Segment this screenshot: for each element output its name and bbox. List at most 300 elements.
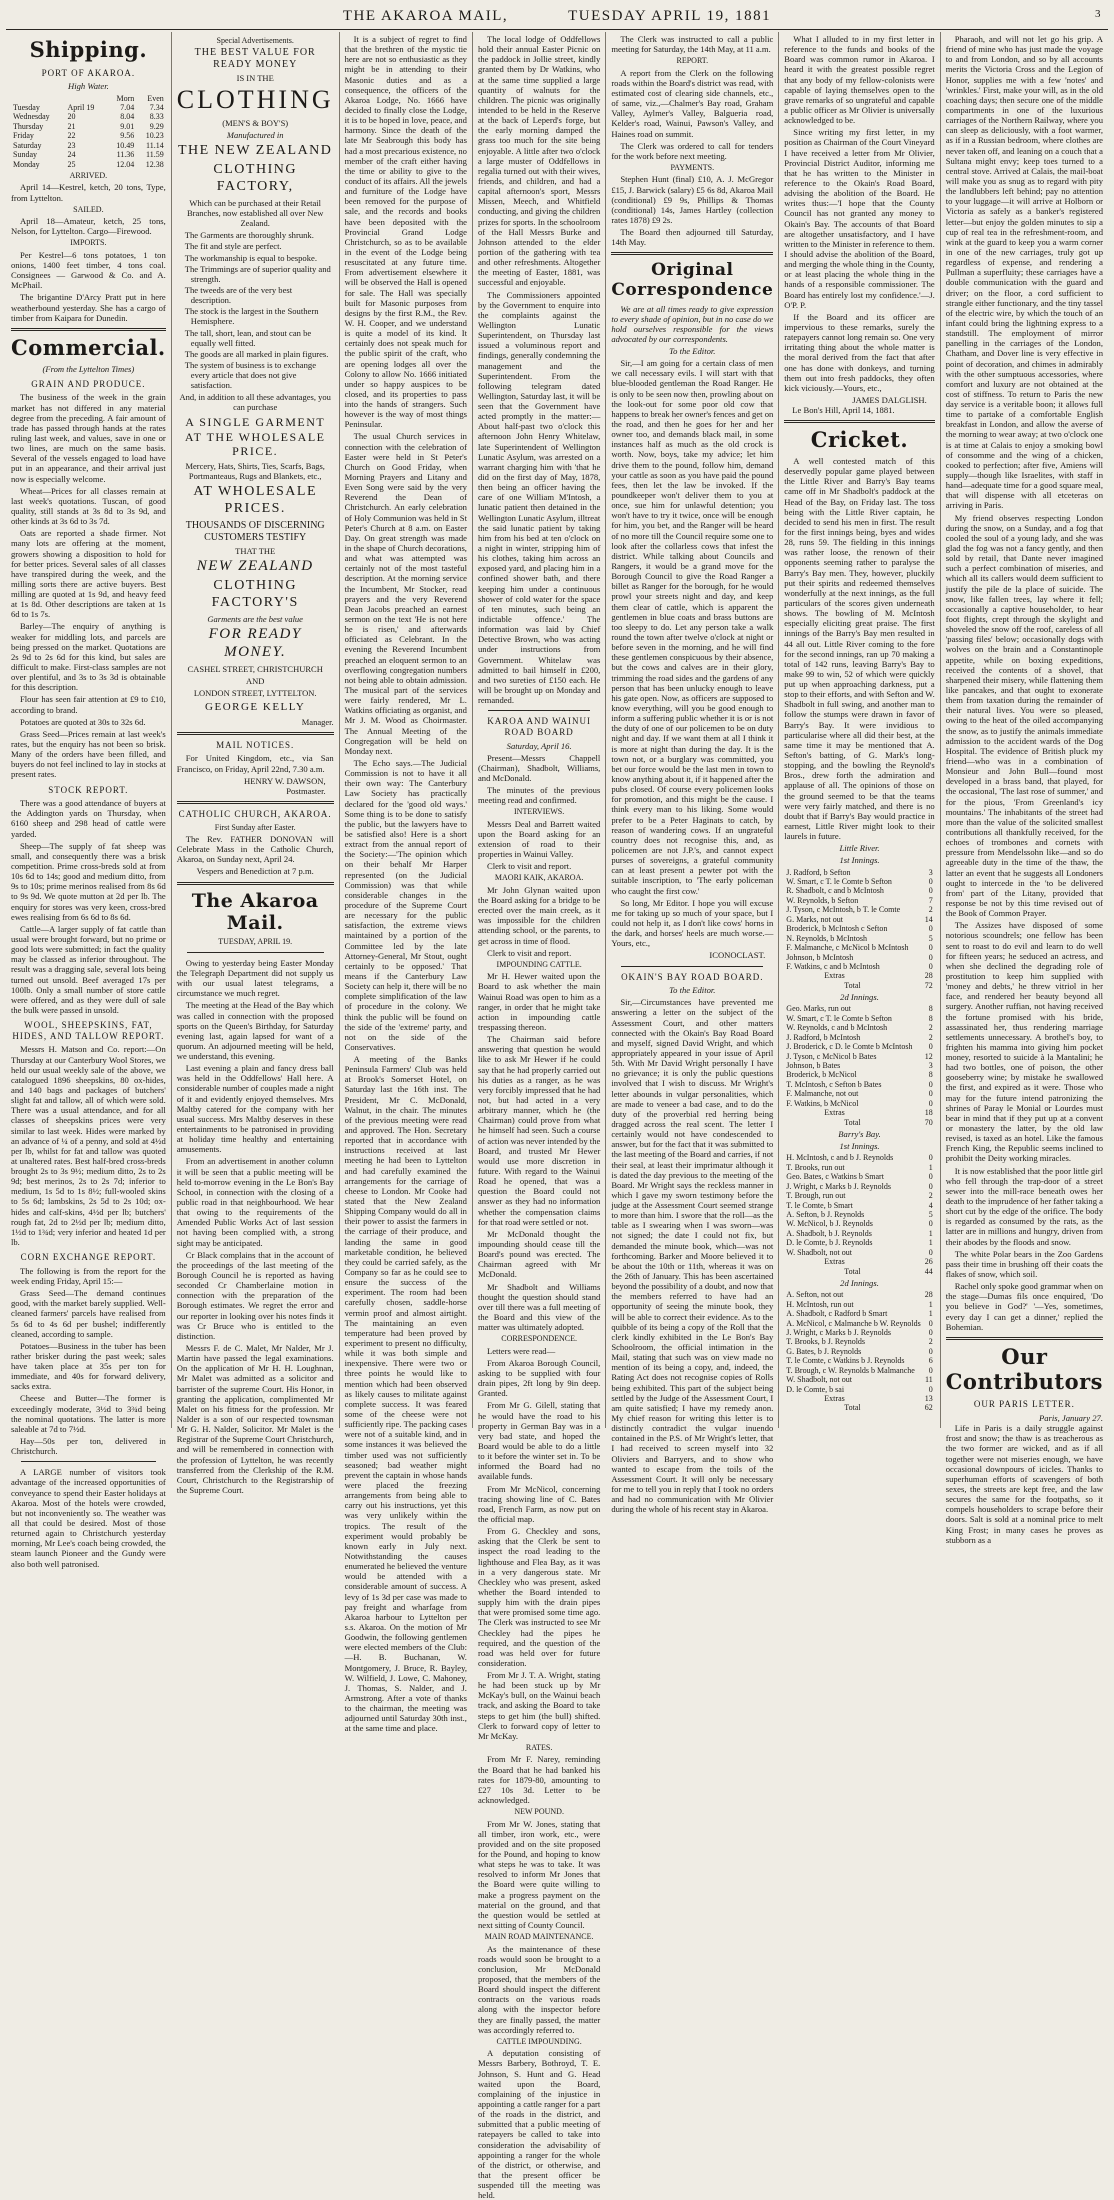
article-paragraph: Grass Seed—The demand continues good, with the market barely supplied. Well-cleaned farmers' parcels have realised from 5s 6d to 4s 6d per bushel; indifferently cleaned, according to sample. bbox=[11, 1288, 166, 1339]
original-correspondence-heading: Original Correspondence bbox=[611, 260, 774, 301]
score-row bbox=[784, 1099, 934, 1108]
innings-heading: 1st Innings. bbox=[839, 855, 880, 866]
section-divider bbox=[177, 882, 334, 885]
paper-title: The Akaroa Mail. bbox=[191, 889, 319, 934]
tide-even: 8.33 bbox=[149, 112, 164, 122]
runs: 1 bbox=[928, 1309, 933, 1319]
runs: 1 bbox=[928, 1162, 933, 1172]
tide-even: 11.59 bbox=[146, 150, 164, 160]
article-paragraph: Potatoes are quoted at 30s to 32s 6d. bbox=[20, 716, 146, 727]
article-paragraph: Wheat—Prices for all classes remain at last week's quotations. Tuscan, of good quality, still stands at 3s 8d to 3s 9d, and other kinds at 3s 6d to 3s 7d. bbox=[11, 485, 166, 527]
stock-heading: STOCK REPORT. bbox=[48, 784, 129, 795]
score-row bbox=[784, 896, 934, 905]
extras: Extras bbox=[824, 971, 845, 981]
runs: 28 bbox=[924, 971, 933, 981]
score-row bbox=[784, 1347, 934, 1356]
clothing-factory-advertisement bbox=[177, 47, 334, 726]
article-paragraph: It is a subject of regret to find that the brethren of the mystic tie here are not so enthusiastic as they might be in attending to their Masonic duties and as a consequence, the officers of the Akaroa Lodge, No. 1666 have decided to finally close the Lodge, it is to be hoped in love, peace, and harmony. Since the death of the late Mr Seabrough this body has had a most precarious existence, no member of the craft either having the time or ability to give to the conduct of its affairs. All the jewels and furniture of the Lodge have been removed for the purpose of sale, and the records and books have been deposited with the Provincial Grand Lodge Christchurch, so as to be available in the event of the Lodge being resuscitated at any future time. From advertisement elsewhere it will be observed the Hall is opened for sale. The Hall was specially built for Masonic purposes from designs by the first R.M., the Rev. W. H. Cooper, and we understand is quite a model of its kind. It certainly does not speak much for the public spirit of the craft, who are opening lodges all over the Colony to allow No. 1666 initiated under so happy auspices to be closed, and its properties to pass into the hands of strangers. Such however is the way of most things Peninsular. bbox=[344, 34, 467, 430]
batsman: J. Wright, c Marks b J. Reynolds bbox=[786, 1181, 891, 1191]
runs: 0 bbox=[928, 1172, 933, 1182]
total-runs: 62 bbox=[924, 1403, 933, 1413]
score-row bbox=[784, 1229, 934, 1238]
score-total-row bbox=[784, 981, 934, 990]
letter-paragraph: Sir,—Circumstances have prevented me answering a letter on the subject of the Assessment Court, and other matters connected with the Okain's Bay Road Board and myself, signed David Wright, and which appropriately appeared in your issue of April 5th. With Mr David Wright personally I have no grievance; it is only the public questions involved that I wish to discuss. Mr Wright's letter abounds in vulgar personalities, which are made to veneer a bad case, and to do the duty of the proverbial red herring being dragged across the real scent. The letter I certainly would not have condescended to answer, but for the fact that it was submitted to the last meeting of the Board and carries, if not their seal, at least their imprimatur although it is dated the day previous to the meeting of the Board. Mr Wright says the reckless manner in which I gave my sworn testimony before the judge at the Assessment Court seemed strange to more than him. I swore that the roll—as the table as I swearing when I was sworn—was not signed; the date I could not fix, but demanded the minute book, which—was not forthcoming. Barker and Moore believed it to be about the 10th or 11th, whereas it was on the 26th of January. This has been ascertained beyond the possibility of a doubt, and now that the members referred to have had an opportunity of seeing the minute book, they will be able to correct their evidence. As to the quibble of its being a copy of the Roll that the clerk kindly exhibited in the Le Bon's Bay Schoolroom, the official intimation in the Mail, stating that such was on view made no mention of its being a copy, and, indeed, the Rating Act does not recognise copies of Rolls being exhibited. This part of the subject being settled by the Judge of the Assessment Court, I am quite satisfied; I have my remedy anon. My chief reason for writing this letter is to distinctly contradict the vulgar inuendo contained in the P.S. of Mr Wright's letter, that I had received to screen myself into 32 Oliviers and Barryers, and to show who wanted to escape from the toils of the Assessment Court. It will only be necessary for me to tell you in reply that I took no orders and had no communication with Mr Olivier during the whole of his recent stay in Akaroa. bbox=[611, 997, 774, 1515]
article-paragraph: The minutes of the previous meeting read and confirmed. bbox=[477, 785, 601, 806]
subheading: MAORI KAIK, AKAROA. bbox=[494, 873, 584, 883]
ad-line: Which can be purchased at their Retail Branches, now established all over New Zealand. bbox=[186, 198, 324, 229]
brig-text: The brigantine D'Arcy Pratt put in here weatherbound yesterday. She has a cargo of timber from Kaipara for Dunedin. bbox=[11, 292, 166, 323]
tide-day: Monday bbox=[13, 159, 40, 169]
article-paragraph: From Akaroa Borough Council, asking to be supplied with four drain pipes, 2ft long by 9in deep. Granted. bbox=[477, 1357, 601, 1399]
score-row bbox=[784, 905, 934, 914]
arrived-text: April 14—Kestrel, ketch, 20 tons, Type, from Lyttelton. bbox=[11, 182, 166, 203]
team-heading: Little River. bbox=[839, 843, 880, 854]
corn-heading: CORN EXCHANGE REPORT. bbox=[20, 1252, 157, 1263]
score-row bbox=[784, 1328, 934, 1337]
article-paragraph: My friend observes respecting London during the snow, on a Sunday, and a fog that cooled the soul of a young lady, and she was glad the fog was not a fancy gently, and then sold by retail, that Dante never imagined such a perfect combination of miseries, and which all its callers would deem sufficient to justify the pile de la place of suicide. The snow, like fallen trees, lay where it fell; occasionally a captive householder, to hear foot flights, crept through the skylight and shoveled the snow off the roof, careless of all 'passing files' below; occasionally dogs with wolves on the brain and a Constantinople appetite, while on boxing expeditions, received the contents of a shovel, that sharpened their misery, while flattening them like pancakes, and that ought to exonerate them from taxation during the remainder of their natural lives. You were so pleased, owing to the heat of the oiled accompanying the snow, as to justify the animals immediate admission to the accident wards of the Dog Hospital. The evidence of British pluck my friend—who was in a combination of Monsieur and John Bull—found most developed in a brass band, that played, for the occasional, 'The last rose of summer,' and for the pious, 'From Greenland's icy mountains.' The inhabitants of the street had more than the value of the solicited smallest contributions all thankfully received, for the echoes of trombones and cornets with pressure from Mendelssohn like—and so do agreeable duty in the time of the thaw, the latter an event that he suggests all Londoners ought to intercede in the 'to be delivered from' part of the Litany, provided that response be not by this time revised out of the Book of Common Prayer. bbox=[945, 512, 1103, 919]
tide-row bbox=[11, 103, 166, 112]
runs: 12 bbox=[924, 1051, 933, 1061]
letter-paragraph: If the Board and its officer are impervious to these remarks, surely the ratepayers cannot long remain so. One very irritating thing about the whole matter is the moral derived from the fact that after one has done with donkeys, and turning them out into fresh paddocks, they often kick viciously.—Yours, etc., bbox=[784, 311, 935, 393]
batsman: W. Shadbolt, not out bbox=[786, 1375, 853, 1385]
tide-morn: 10.49 bbox=[116, 140, 135, 150]
article-paragraph: The Echo says.—The Judicial Commission is not to have it all their own way: The Canterbury Law Society has practically declared for the 'good old ways.' Some thing is to be done to satisfy the public, but the lawyers have to be satisfied also! Here is a short extract from the annual report of the Society:—'The opinion which on their behalf Mr Harper represented (on the Judicial Commission) was that while considerable changes in the procedure of the Supreme Court are necessary for the public satisfaction, the extreme views maintained by a portion of the Committee led by the late Attorney-General, Mr Stout, ought certainly to be opposed.' That means if the Canterbury Law Society can help it, there will be no complete simplification of the law of procedure in the colony. We think the public will be found on the side of the 'extreme' party, and not on the side of the Conservatives. bbox=[344, 757, 467, 1052]
paris-dateline: Paris, January 27. bbox=[1039, 1413, 1103, 1423]
article-paragraph: The usual Church services in connection with the celebration of Easter were held in St Peter's Church on Good Friday, when Morning Prayers and Litany and Even Song were said by the very Reverend the Dean of Christchurch. An early celebration of Holy Communion was held in St Peter's Church at 8 a.m. on Easter Day. On great strength was made in the shape of Church decorations, and what was attempted was certainly not of the most tasteful description. At the morning service the Incumbent, Mr Stocker, read prayers and the very Reverend Dean Jacobs preached an earnest sermon on the text 'He is not here he is risen,' and afterwards officiated as Celebrant. In the evening the Reverend Incumbent preached an eloquent sermon to an overflowing congregation numbers not being able to obtain admission. The musical part of the services were fairly rendered, Mr L. Watkins officiating as organist, and Mr J. M. Wood as Choirmaster. The Annual Meeting of the Congregation will be held on Monday next. bbox=[344, 431, 467, 756]
tide-header-cell: Even bbox=[147, 93, 164, 103]
ad-line: THAT THE bbox=[235, 545, 276, 556]
score-row bbox=[784, 1061, 934, 1070]
tide-morn: 8.04 bbox=[120, 112, 135, 122]
tide-day: Saturday bbox=[13, 140, 42, 150]
runs: 1 bbox=[928, 1228, 933, 1238]
church-heading: CATHOLIC CHURCH, AKAROA. bbox=[178, 808, 332, 819]
score-row bbox=[784, 1089, 934, 1098]
runs: 2 bbox=[928, 1032, 933, 1042]
tide-table bbox=[11, 94, 166, 170]
tide-row bbox=[11, 150, 166, 159]
to-editor-label: To the Editor. bbox=[669, 346, 716, 357]
ad-clothing-title: CLOTHING bbox=[176, 85, 334, 115]
batsman: J. Radford, b McIntosh bbox=[786, 1032, 861, 1042]
article-paragraph: Messrs Deal and Barrett waited upon the Board asking for an extension of road to their properties in Wainui Valley. bbox=[477, 818, 601, 860]
church-notice: The Rev. FATHER DONOVAN will Celebrate Mass in the Catholic Church, Akaroa, on Sunday next, April 24. bbox=[176, 833, 334, 865]
batsman: A. Sefton, b J. Reynolds bbox=[786, 1210, 865, 1220]
score-row bbox=[784, 1257, 934, 1266]
subheading: RATES. bbox=[525, 1743, 553, 1753]
tide-row bbox=[11, 160, 166, 169]
batsman: W. McNicol, b J. Reynolds bbox=[786, 1219, 873, 1229]
score-total-row bbox=[784, 1118, 934, 1127]
innings-heading: 1st Innings. bbox=[839, 1141, 880, 1152]
article-paragraph: The Commissioners appointed by the Government to enquire into the complaints against the Wellington Lunatic Superintendent, on Thursday last issued a voluminous report and findings, generally condemning the management and the Superintendent. From the following telegram dated Wellington, Saturday last, it will be seen that the Government have acted promptly in the matter:—About half-past two o'clock this afternoon John Henry Whitelaw, late Superintendent of Wellington Lunatic Asylum, was arrested on a warrant charging him with 'that he did on the first day of May, 1878, then being an officer having the care of one William M'Intosh, a lunatic patient then detained in the Wellington Lunatic Asylum, illtreat the said lunatic patient by taking him from his bed at ten o'clock on a night in winter, stripping him of his clothes, taking him across an exposed yard, and placing him in a confined shower bath, and there keeping him under a continuous shower of cold water for the space of ten minutes, such being an indictable offence.' The information was laid by Chief Detective Brown, who was acting under instructions from Government. Whitelaw was admitted to bail himself in £200, and two sureties of £150 each. He will be brought up on Monday and remanded. bbox=[477, 289, 601, 706]
score-row bbox=[784, 1042, 934, 1051]
ad-line: THE NEW ZEALAND bbox=[177, 142, 333, 158]
score-row bbox=[784, 934, 934, 943]
batsman: Johnson, b Bates bbox=[786, 1061, 841, 1071]
runs: 0 bbox=[928, 1098, 933, 1108]
columns bbox=[6, 32, 1108, 2200]
score-row bbox=[784, 1153, 934, 1162]
score-row bbox=[784, 1201, 934, 1210]
ad-feature: The stock is the largest in the Southern Hemisphere. bbox=[184, 306, 319, 327]
runs: 5 bbox=[928, 933, 933, 943]
score-row bbox=[784, 1300, 934, 1309]
batsman: T. Brough, run out bbox=[786, 1191, 846, 1201]
tide-row bbox=[11, 141, 166, 150]
batsman: N. Reynolds, b McIntosh bbox=[786, 933, 867, 943]
source-note: (From the Lyttelton Times) bbox=[42, 363, 135, 374]
runs: 2 bbox=[928, 1023, 933, 1033]
runs: 8 bbox=[928, 1004, 933, 1014]
runs: 13 bbox=[924, 1394, 933, 1404]
ad-line: THOUSANDS OF DISCERNING CUSTOMERS TESTIFY bbox=[185, 520, 325, 543]
tide-even: 12.38 bbox=[145, 159, 164, 169]
ad-line: GEORGE KELLY bbox=[205, 700, 306, 713]
score-total-row bbox=[784, 1403, 934, 1412]
article-paragraph: The Assizes have disposed of some notorious scoundrels; one fellow has been sent to roast to do evil and learn to do well for fifteen years; he seduced an actress, and when she declined the degrading role of prostitution to keep him supplied with 'money and debts,' he threw vitriol in her face, and rendered her beauty beyond all surgery. Another ruffian, not having received the fortune promised with his bride, assassinated her, thus rendering marriage settlements unnecessary. A brothel's boy, to frighten his mamma into giving him pocket money, resorted to suicide à la Mantalini; he had two bottles, one of poison, the other gooseberry wine; by mistake he swallowed the first, and expired as it were. Those who may for the future intend patronizing the shrines of Paray le Monial or Lourdes must bear in mind that if they put up at a convent or monastery the latter, by the old law revised, is taxed as an hotel. Like the famous French King, the Republic seems inclined to prohibit the Deity working miracles. bbox=[945, 920, 1103, 1164]
batsman: J. Wright, c Marks b J. Reynolds bbox=[786, 1327, 891, 1337]
batsman: A. Shadbolt, b J. Reynolds bbox=[786, 1228, 872, 1238]
article-paragraph: From Mr W. Jones, stating that all timber, iron work, etc., were provided and on the site proposed for the Pound, and hoping to know what steps he was to take. It was resolved to inform Mr Jones that the Board were quite willing to make a progress payment on the material on the ground, and that the question would be settled at next sitting of County Council. bbox=[477, 1818, 601, 1931]
ad-line: CLOTHING FACTORY'S bbox=[211, 578, 299, 610]
ad-line: NEW ZEALAND bbox=[196, 557, 314, 574]
church-vespers: Vespers and Benediction at 7 p.m. bbox=[196, 866, 314, 877]
score-row bbox=[784, 1182, 934, 1191]
score-row bbox=[784, 877, 934, 886]
mail-signature-title: Postmaster. bbox=[286, 785, 326, 796]
divider bbox=[621, 966, 763, 967]
batsman: T. McIntosh, c Sefton b Bates bbox=[786, 1079, 882, 1089]
batsman: D. le Comte, b J. Reynolds bbox=[786, 1238, 873, 1248]
imports-text: Per Kestrel—6 tons potatoes, 1 ton onions, 1400 feet timber, 4 tons coal. Consignees — Garwood & Co. and A. McPhail. bbox=[11, 249, 166, 291]
total-label: Total bbox=[844, 1403, 861, 1413]
letter-paragraph: Sir,—I am going for a certain class of men we call necessary evils. I will start with that blue-blooded gentleman the Road Ranger. He is only to be seen now then, prowling about on the look-out for some poor old cow that happens to break her owner's fences and get on the road, and then he goes for her and her owner too, and demands black mail, in some instances half as much as the old crock is worth. Now, boys, take my advice; let him drive them to the pound, follow him, demand your cattle as soon as you have paid the pound fees, then let the law be invoked. If the poundkeeper won't deliver them to you at once, sue him for unlawful detention; you won't have to try it twice, once will be enough for him, you bet, and the Ranger will be heard of no more till the Council require some one to look after the collarless cows that infest the district. While talking about Councils and Rangers, it would be a grand move for the Borough Council to give the Road Ranger a billet as Ranger for the borough, for he would prowl your streets night and day, and keep them clear of cattle, which is apparent the gentlemen in blue coats and brass buttons are too sleepy to do. Let any person take a walk round the town after twelve o'clock at night or before seven in the morning, and he will find these gentlemen conspicuous by their absence, but the cows and calves are in their glory, trimming the road sides and the gardens of any person that has been unlucky enough to leave his gate open. Now, as officers are supposed to know everything, will you be good enough to inform a suffering public whether it is or is not the duty of one of our policemen to be on duty night and day. If we want them at all I think it is more at night than during the day. It is the town not, or a burglary was committed, you bet our force would be the last men in town to know anything about it, if it happened after the pubs closed. Of course every policemen looks for promotion, and this might be the cause. I think every man to his liking. Some would prefer to be a Peter Haginats to catch, by reason of wandering cows. If an ungrateful country does not recognise this, and, as policemen are not J.P.'s, and cannot expect purses of sovereigns, a grateful community can at least present a pewter pot with the suitable inscription, to 'The early policeman who caught the first cow.' bbox=[611, 358, 774, 896]
article-paragraph: Mr Shadbolt and Williams thought the question should stand over till there was a full meeting of the Board and this view of the matter was ultimately adopted. bbox=[477, 1281, 601, 1333]
score-row bbox=[784, 1337, 934, 1346]
high-water-label: High Water. bbox=[68, 81, 109, 92]
article-paragraph: The Board then adjourned till Saturday, 14th May. bbox=[611, 227, 774, 248]
tide-date: 22 bbox=[67, 131, 76, 141]
column-2 bbox=[172, 32, 340, 1495]
section-divider bbox=[11, 328, 166, 331]
ad-line: (MEN'S & BOY'S) bbox=[222, 117, 289, 128]
article-paragraph: The Clerk was ordered to call for tenders for the work before next meeting. bbox=[611, 140, 774, 161]
runs: 2 bbox=[928, 1337, 933, 1347]
article-paragraph: Potatoes—Business in the tuber has been rather brisker during the past week; sales have taken place at 35s per ton for immediate, and 40s for forward delivery, sacks extra. bbox=[11, 1340, 166, 1392]
tide-row bbox=[11, 112, 166, 121]
subheading: INTERVIEWS. bbox=[514, 807, 565, 817]
tide-day: Tuesday bbox=[13, 102, 40, 112]
score-row bbox=[784, 1375, 934, 1384]
extras: Extras bbox=[824, 1394, 845, 1404]
article-paragraph: From Mr F. Narey, reminding the Board that he had banked his rates for 1879-80, amounting to £27 10s 3d. Letter to be acknowledged. bbox=[477, 1754, 601, 1806]
grain-heading: GRAIN AND PRODUCE. bbox=[31, 378, 146, 389]
score-row bbox=[784, 868, 934, 877]
ad-features-list bbox=[177, 230, 334, 390]
batsman: T. Brough, c W. Reynolds b Malmanche bbox=[786, 1365, 915, 1375]
total-runs: 72 bbox=[924, 980, 933, 990]
ad-line: LONDON STREET, LYTTELTON. bbox=[193, 687, 317, 698]
score-row bbox=[784, 886, 934, 895]
runs: 0 bbox=[928, 1219, 933, 1229]
article-paragraph: Cheese and Butter—The former is exceedingly moderate, 3½d to 3¾d being the nominal quotations. The latter is more saleable at 7d to 7½d. bbox=[11, 1393, 166, 1434]
batsman: G. Marks, not out bbox=[786, 914, 843, 924]
ad-line: FOR READY MONEY. bbox=[208, 626, 302, 661]
article-paragraph: From G. Checkley and sons, asking that the Clerk be sent to inspect the road leading to the lighthouse and Flea Bay, as it was in a very dangerous state. Mr Checkley who was present, asked whether the Board intended to supply him with the drain pipes that were promised some time ago. The Clerk was instructed to see Mr Checkley had the pipes he required, and the question of the road was held over for future consideration. bbox=[477, 1526, 601, 1668]
sailed-label: SAILED. bbox=[73, 204, 104, 214]
letter-paragraph: What I alluded to in my first letter in reference to the funds and books of the Board was common rumor in Akaroa. I heard it with the greatest possible regret that any body of my fellow-colonists were capable of laying themselves open to the grave remarks of so ungrateful and capable a public officer as Mr Olivier is universally acknowledged to be. bbox=[784, 34, 935, 126]
total-runs: 44 bbox=[924, 1266, 933, 1276]
batsman: H. McIntosh, c and b J. Reynolds bbox=[786, 1153, 894, 1163]
score-row bbox=[784, 1070, 934, 1079]
letter-address: Le Bon's Hill, April 14, 1881. bbox=[792, 405, 895, 416]
runs: 0 bbox=[928, 1318, 933, 1328]
subheading: MAIN ROAD MAINTENANCE. bbox=[484, 1932, 594, 1942]
runs: 28 bbox=[924, 1290, 933, 1300]
runs: 0 bbox=[928, 1181, 933, 1191]
section-divider bbox=[177, 732, 334, 735]
batsman: J. Radford, b Sefton bbox=[786, 867, 851, 877]
runs: 0 bbox=[928, 1247, 933, 1257]
total-runs: 70 bbox=[924, 1117, 933, 1127]
tide-even: 10.23 bbox=[145, 131, 164, 141]
issue-date: TUESDAY, APRIL 19. bbox=[218, 937, 293, 947]
score-row bbox=[784, 1319, 934, 1328]
article-paragraph: The Clerk was instructed to call a public meeting for Saturday, the 14th May, at 11 a.m. bbox=[611, 34, 774, 55]
batsman: T. le Comte, b Smart bbox=[786, 1200, 853, 1210]
article-paragraph: Oats are reported a shade firmer. Not many lots are offering at the moment, growers showing a disposition to hold for for better prices. Several sales of all classes have transpired during the week, and the milling sorts there are active buyers. Best milling are quoted at 1s 9d, and heavy feed at 1s 8d. Other descriptions are taken at 1s 6d to 1s 7s. bbox=[11, 528, 166, 620]
runs: 0 bbox=[928, 1384, 933, 1394]
article-paragraph: Mr H. Hewer waited upon the Board to ask whether the main Wainui Road was open to him as a ranger, in order that he might take action in impounding cattle trespassing thereon. bbox=[477, 971, 601, 1033]
wool-heading: WOOL, SHEEPSKINS, FAT, HIDES, AND TALLOW REPORT. bbox=[12, 1020, 165, 1041]
masthead-date: TUESDAY APRIL 19, 1881 bbox=[568, 8, 772, 24]
score-row bbox=[784, 1080, 934, 1089]
article-paragraph: Last evening a plain and fancy dress ball was held in the Oddfellows' Hall here. A considerable number of couples made a night of it and evidently enjoyed themselves. Mrs Maltby catered for the company with her usual success. Mrs Maltby deserves in these entertainments to be patronised in providing at holiday time healthy and entertaining amusements. bbox=[176, 1063, 334, 1155]
divider bbox=[187, 952, 324, 953]
batsman: W. Reynolds, c and b McIntosh bbox=[786, 1023, 888, 1033]
score-row bbox=[784, 1023, 934, 1032]
batsman: T. Brooks, run out bbox=[786, 1162, 845, 1172]
runs: 0 bbox=[928, 924, 933, 934]
batsman: Geo. Marks, run out bbox=[786, 1004, 851, 1014]
batsman: A. Shadbolt, c Radford b Smart bbox=[786, 1309, 888, 1319]
special-ads-heading: Special Advertisements. bbox=[216, 36, 294, 45]
ad-line: Mercery, Hats, Shirts, Ties, Scarfs, Bags, Portmanteaus, Rugs and Blankets, etc., bbox=[185, 460, 325, 481]
batsman: Geo. Bates, c Watkins b Smart bbox=[786, 1172, 884, 1182]
runs: 0 bbox=[928, 886, 933, 896]
score-row bbox=[784, 1004, 934, 1013]
article-paragraph: The business of the week in the grain market has not differed in any material degree from the preceding. A fair amount of trade has passed through hands at the rates ruling last week, and values, save in one or two lines, are much on the same basis. Several of the vessels engaged to load have put in an appearance, and their arrival just now is especially welcome. bbox=[11, 392, 166, 484]
score-row bbox=[784, 962, 934, 971]
score-row bbox=[784, 1014, 934, 1023]
runs: 18 bbox=[924, 1108, 933, 1118]
article-paragraph: It is now established that the poor little girl who fell through the trap-door of a street sewer into the mill-race beneath owes her death to the imprudence of her father taking a short cut by the edge of the orifice. The body is regarded as consumed by the rats, as the latter are in millions and hungry, driven from their abodes by the floods and snow. bbox=[945, 1165, 1103, 1247]
batsman: Johnson, b McIntosh bbox=[786, 952, 854, 962]
batsman: T. Brooks, b J. Reynolds bbox=[786, 1337, 866, 1347]
batsman: W. Smart, c T. le Comte b Sefton bbox=[786, 877, 892, 887]
batsman: F. Watkins, b McNicol bbox=[786, 1098, 859, 1108]
score-row bbox=[784, 943, 934, 952]
okains-bay-heading: OKAIN'S BAY ROAD BOARD. bbox=[621, 971, 764, 982]
score-row bbox=[784, 1033, 934, 1042]
runs: 0 bbox=[928, 1346, 933, 1356]
article-paragraph: A meeting of the Banks Peninsula Farmers' Club was held at Brook's Somerset Hotel, on Saturday last the 16th inst. The President, Mr C. McDonald, Walnut, in the chair. The minutes of the previous meeting were read and approved. The Hon. Secretary reported that in accordance with instructions received at last meeting he had been to Lyttelton and had carefully examined the arrangements for the carriage of cheese to London. Mr Cooke had stated that the New Zealand Shipping Company would do all in their power to assist the farmers in the carriage of their produce, and landing the same in good marketable condition, he believed they could be carried safely, as the Company so far as he could see to ensure the success of the experiment. The room had been carefully chosen, saddle-horse vermin proof and almost airtight. The maintaining an even temperature had been proved by experiment to present no difficulty, while it was both simple and inexpensive. There were two or three points he would like to mention which had been observed as likely causes to militate against complete success. It was feared some of the cheese were not sufficiently ripe. The packing cases were not of a suitable kind, and in some instances it was believed the timber used was not sufficiently seasoned; bad weather might prevent the captain in whose hands were placed the freezing arrangements from being able to carry out his instructions, yet this was very unlikely within the tropics. The result of the experiment would probably be known early in July next. Notwithstanding the causes enumerated he believed the venture would be attended with a considerable amount of success. A levy of 1s 3d per case was made to pay freight and wharfage from Akaroa harbour to Lyttelton per s.s. Akaroa. On the motion of Mr Goodwin, the following gentlemen were elected members of the Club:—H. B. Buchanan, W. Montgomery, J. Bruce, R. Bayley, W. Wilfield, J. Lowe, C. Mahoney, J. Thomas, S. Nalder, and J. Armstrong. After a vote of thanks to the chairman, the meeting was adjourned until Saturday 30th inst., at the same time and place. bbox=[344, 1054, 467, 1734]
batsman: T. le Comte, c Watkins b J. Reynolds bbox=[786, 1356, 905, 1366]
article-paragraph: From Mr J. T. A. Wright, stating he had been stuck up by Mr McKay's bull, on the Wainui beach track, and asking the Board to take steps to get him (the bull) shifted. Clerk to forward copy of letter to Mr McKay. bbox=[477, 1670, 601, 1741]
runs: 0 bbox=[928, 952, 933, 962]
article-paragraph: Cr Black complains that in the account of the proceedings of the last meeting of the Borough Council he is reported as having seconded Cr Chamberlaine motion in connection with the preparation of the Borough estimates. We regret the error and our reporter in looking over his notes finds it was Cr Bruce who is entitled to the distinction. bbox=[176, 1249, 334, 1341]
column-1 bbox=[6, 32, 172, 1569]
article-paragraph: Messrs H. Matson and Co. report:—On Thursday at our Canterbury Wool Stores, we held our usual weekly sale of the above, we catalogued 1896 sheepskins, 80 ox-hides, and 140 bags and packages of butchers' slight fat and tallow, all of which were sold. There was a usual attendance, and for all classes of sheepskins prices were very similar to last week. Hides were marked by an advance of ¼ of a penny, and sold at 4½d per lb, whilst for fat and tallow was quoted at unaltered rates. Best half-bred cross-breds brought 2s to 3s 9½; medium ditto, 2s to 2s 9d; best merinos, 2s to 2s 7d; inferior to medium, 1s 5d to 1s 8½; full-wooled skins to 5s 6d; lambskins, 2s 5d to 2s 10d; ox-hides and calf-skins, 4½d per lb; butchers' rough fat, 2d to 2½d per lb; medium ditto, 1½d to 1¾d; very inferior and heated 1d per lb. bbox=[11, 1044, 166, 1248]
article-paragraph: Life in Paris is a daily struggle against frost and snow; the thaw is as treacherous as the two former are wicked, and as if all together were not miseries enough, we have occasional downpours of icicles. Thanks to superhuman efforts of scavengers of both sexes, the streets are kept free, and the law secures the same for the footpaths, so it compels householders to scrape before their doors. Salt is sold at a nominal price to melt King Frost; in many cases he proves as stubborn as a bbox=[945, 1423, 1103, 1545]
mail-signature: HENRY W. DAWSON, bbox=[244, 775, 326, 786]
cricket-report: A well contested match of this deservedly popular game played between the Little River and Barry's Bay teams came off in Mr Shadbolt's paddock at the Head of the Bay, on Friday last. The toss being with the Little River captain, he decided to send his men in first. The result for the first innings being, byes and wides 28, runs 59. The fielding in this innings was rather loose, the renown of their opponents seeming rather to paralyse the Barry's Bay men. They, however, pluckily put their spirits and redeemed themselves wonderfully at the next innings, as the full particulars of the scores given underneath shows. The bowling of M. McIntosh especially eliciting great praise. The first innings of the Barry's Bay men resulted in 44 all out. Little River coming to the fore for the second innings, ran up 70 making a total of 142 runs, leaving Barry's Bay to make 99 to win, 52 of which were quickly put up when approaching darkness, put a stop to their efforts, and with Sefton and W. Shadbolt in full swing, and another man to follow the stumps were drawn in favor of Barry's Bay. It were invidious to particularise where all did their best, at the same time it may be mentioned that A. Sefton's batting, of G. Mark's long-stopping, and the bowling the Reynold's Bros., drew forth the admiration and applause of all. The opinions of those on the ground seemed to be that the teams were very fairly matched, and there is no doubt that if Barry's Bay would practice in earnest, Little River might look to their laurels in future. bbox=[784, 455, 935, 842]
sailed-text: April 18—Amateur, ketch, 25 tons, Nelson, for Lyttelton. Cargo—Firewood. bbox=[11, 216, 166, 237]
batsman: R. Shadbolt, c and b McIntosh bbox=[786, 886, 884, 896]
letter-signature: ICONOCLAST. bbox=[709, 950, 766, 961]
ad-feature: The system of business is to exchange every article that does not give satisfaction. bbox=[184, 360, 317, 391]
runs: 1 bbox=[928, 1238, 933, 1248]
scorecard bbox=[784, 1153, 934, 1276]
score-total-row bbox=[784, 1267, 934, 1276]
score-row bbox=[784, 1394, 934, 1403]
runs: 26 bbox=[924, 1257, 933, 1267]
runs: 0 bbox=[928, 943, 933, 953]
article-paragraph: There was a good attendance of buyers at the Addington yards on Thursday, when 6160 sheep and 298 head of cattle were yarded. bbox=[11, 798, 166, 839]
score-row bbox=[784, 1290, 934, 1299]
team-heading: Barry's Bay. bbox=[838, 1129, 881, 1140]
batsman: D. le Comte, b sai bbox=[786, 1384, 845, 1394]
batsman: F. Malmanche, c McNicol b McIntosh bbox=[786, 943, 909, 953]
article-paragraph: Hay—50s per ton, delivered in Christchurch. bbox=[11, 1436, 166, 1457]
ad-line: Manager. bbox=[301, 716, 334, 727]
tide-morn: 11.36 bbox=[116, 150, 135, 160]
letter-paragraph: So long, Mr Editor. I hope you will excuse me for taking up so much of your space, but I could not help it, as I don't like cows' horns in the dark, and horses' heels are much worse.—Yours, etc., bbox=[611, 897, 774, 949]
ad-line: CLOTHING FACTORY, bbox=[213, 162, 297, 194]
score-row bbox=[784, 1052, 934, 1061]
column-5 bbox=[606, 32, 779, 1515]
column-4 bbox=[473, 32, 606, 2200]
score-row bbox=[784, 1219, 934, 1228]
tide-even: 7.34 bbox=[149, 102, 164, 112]
batsman: J. Broderick, c D. le Comte b McIntosh bbox=[786, 1042, 913, 1052]
road-board-heading: KAROA AND WAINUI ROAD BOARD bbox=[487, 716, 592, 737]
section-divider bbox=[946, 1337, 1103, 1340]
tide-date: 20 bbox=[67, 112, 76, 122]
tide-row bbox=[11, 131, 166, 140]
ad-feature: The tweeds are of the very best description. bbox=[184, 285, 293, 306]
score-row bbox=[784, 924, 934, 933]
article-paragraph: A LARGE number of visitors took advantage of the increased opportunities of conveyance to spend their Easter holidays at Akaroa. Most of the hotels were crowded, but not inconveniently so. The weather was all that could be desired. Most of those returned again to Christchurch yesterday morning, Mr Lee's coach being crowded, the steam launch Pioneer and the Gundy were also both well patronised. bbox=[11, 1467, 166, 1569]
runs: 1 bbox=[928, 1299, 933, 1309]
article-paragraph: Mr McDonald thought the impounding should cease till the Board's pound was erected. The Chairman agreed with Mr McDonald. bbox=[477, 1228, 601, 1280]
ad-line: Garments are the best value bbox=[207, 614, 303, 625]
article-paragraph: From Mr G. Gilell, stating that he would have the road to his property in German Bay was in a very bad state, and hoped the Board would be able to do a little to it before the winter set in. To be informed the Board had no available funds. bbox=[477, 1400, 601, 1482]
batsman: F. Watkins, c and b McIntosh bbox=[786, 961, 880, 971]
batsman: J. Tyson, c McNicol b Bates bbox=[786, 1051, 877, 1061]
tide-date: 21 bbox=[67, 121, 76, 131]
batsman: Broderick, b McIntosh c Sefton bbox=[786, 924, 888, 934]
article-paragraph: As the maintenance of these roads would soon be brought to a conclusion, Mr McDonald proposed, that the members of the Board should inspect the different contracts on the various roads along with the inspector before they are finally passed, the matter was accordingly referred to. bbox=[477, 1943, 601, 2035]
scorecard bbox=[784, 1290, 934, 1413]
runs: 0 bbox=[928, 1327, 933, 1337]
extras: Extras bbox=[824, 1108, 845, 1118]
subheading: IMPOUNDING CATTLE. bbox=[496, 959, 582, 969]
mail-notice-text: For United Kingdom, etc., via San Francisco, on Friday, April 22nd, 7.30 a.m. bbox=[176, 753, 334, 774]
column-7 bbox=[941, 32, 1108, 1545]
tide-header-cell bbox=[11, 94, 65, 103]
tide-day: Sunday bbox=[13, 150, 37, 160]
tide-morn: 9.56 bbox=[120, 131, 135, 141]
article-paragraph: The following is from the report for the week ending Friday, April 15:— bbox=[11, 1265, 166, 1286]
runs: 2 bbox=[928, 905, 933, 915]
ad-feature: The fit and style are perfect. bbox=[184, 241, 282, 252]
extras: Extras bbox=[824, 1257, 845, 1267]
score-row bbox=[784, 1108, 934, 1117]
tide-date: 23 bbox=[67, 140, 76, 150]
scorecard bbox=[784, 1004, 934, 1127]
runs: 4 bbox=[928, 1200, 933, 1210]
article-paragraph: Rachel only spoke good grammar when on the stage—Dumas fils once enquired, 'Do you believe in God?' '—Yes, sometimes, every day I can get a dinner,' replied the Bohemian. bbox=[945, 1281, 1103, 1332]
subheading: PAYMENTS. bbox=[670, 162, 715, 172]
scorecard bbox=[784, 868, 934, 991]
score-row bbox=[784, 953, 934, 962]
tide-header-row bbox=[11, 94, 166, 103]
runs: 0 bbox=[928, 1042, 933, 1052]
ad-line: A SINGLE GARMENT AT THE WHOLESALE PRICE. bbox=[184, 415, 326, 458]
tide-morn: 9.01 bbox=[120, 121, 135, 131]
article-paragraph: A report from the Clerk on the following roads within the Board's district was read, with estimated cost of clearing side channels, etc., of same, viz.,—Chalmer's Bay road, Graham Valley, Aylmer's Valley, Balgueria road, Kelder's road, Wainui, Pawson's Valley, and Haines road on summit. bbox=[611, 67, 774, 139]
score-row bbox=[784, 1191, 934, 1200]
correspondence-note: We are at all times ready to give expression to every shade of opinion, but in no case do we hold ourselves responsible for the views advocated by our correspondents. bbox=[611, 303, 774, 344]
column-3 bbox=[340, 32, 473, 1734]
ad-feature: The goods are all marked in plain figures. bbox=[184, 348, 329, 359]
runs: 7 bbox=[928, 895, 933, 905]
batsman: W. Smart, c T. le Comte b Sefton bbox=[786, 1013, 892, 1023]
article-paragraph: Barley—The enquiry of anything is weaker for middling lots, and parcels are being pressed on the market. Quotations are 2s 9d to 2s 6d for this kind, but sales are difficult to make. First-class samples are not over plentiful, and 3s to 3s 3d is obtainable for this description. bbox=[11, 621, 166, 693]
tide-date: 24 bbox=[67, 150, 76, 160]
masthead bbox=[6, 4, 1108, 30]
subheading: NEW POUND. bbox=[514, 1807, 564, 1817]
divider bbox=[21, 1461, 156, 1462]
score-row bbox=[784, 971, 934, 980]
section-divider bbox=[177, 801, 334, 804]
article-paragraph: The Chairman said before answering that question he would like to ask Mr Hewer if he could say that he had properly carried out his duties as a ranger, as he was very forcibly impressed that he had not, but had acted in a very arbitrary manner, which he (the Chairman) could prove from what he himself had seen. Such a course of action was never intended by the Board, and trusted Mr Hewer would use more discretion in future. With regard to the Wainui Road he opened, that was a question the Board could not answer as they had no information whether the compensation claims for that road were settled or not. bbox=[477, 1034, 601, 1227]
batsman: J. Tyson, c McIntosh, b T. le Comte bbox=[786, 905, 901, 915]
runs: 0 bbox=[928, 961, 933, 971]
total-label: Total bbox=[844, 1266, 861, 1276]
tide-morn: 7.04 bbox=[120, 102, 135, 112]
score-row bbox=[784, 1366, 934, 1375]
shipping-heading: Shipping. bbox=[29, 37, 148, 62]
article-paragraph: Present—Messrs Chappell (Chairman), Shadbolt, Williams, and McDonald. bbox=[477, 752, 601, 783]
ad-line: AND bbox=[245, 675, 265, 686]
mail-notices-heading: MAIL NOTICES. bbox=[216, 739, 295, 750]
article-paragraph: Sheep—The supply of fat sheep was small, and consequently there was a brisk competition. Prime cross-breds sold at from 10s 6d to 14s; good and medium ditto, from 9s to 10s; prime merinos realised from 8s 6d to 9s 9d. We quote mutton at 2d per lb. The enquiry for stores was very keen, cross-bred ewes realising from 6s 6d to 8s 6d. bbox=[11, 840, 166, 922]
ad-line: And, in addition to all these advantages, you can purchase bbox=[179, 392, 331, 413]
port-heading: PORT OF AKAROA. bbox=[41, 67, 136, 78]
total-label: Total bbox=[844, 1117, 861, 1127]
ad-line: IS IN THE bbox=[236, 73, 274, 84]
score-row bbox=[784, 1356, 934, 1365]
article-paragraph: Letters were read— bbox=[486, 1345, 556, 1356]
to-editor-label: To the Editor. bbox=[669, 985, 716, 996]
cricket-heading: Cricket. bbox=[810, 427, 909, 453]
article-paragraph: Grass Seed—Prices remain at last week's rates, but the enquiry has not been so brisk. Many of the orders have been filled, and buyers do not feel inclined to lay in stocks at present rates. bbox=[11, 728, 166, 780]
arrived-label: ARRIVED. bbox=[69, 171, 108, 181]
article-paragraph: Mr John Glynan waited upon the Board asking for a bridge to be erected over the main creek, as it was impossible for the children attending school, or the parents, to get across in time of flood. bbox=[477, 884, 601, 946]
